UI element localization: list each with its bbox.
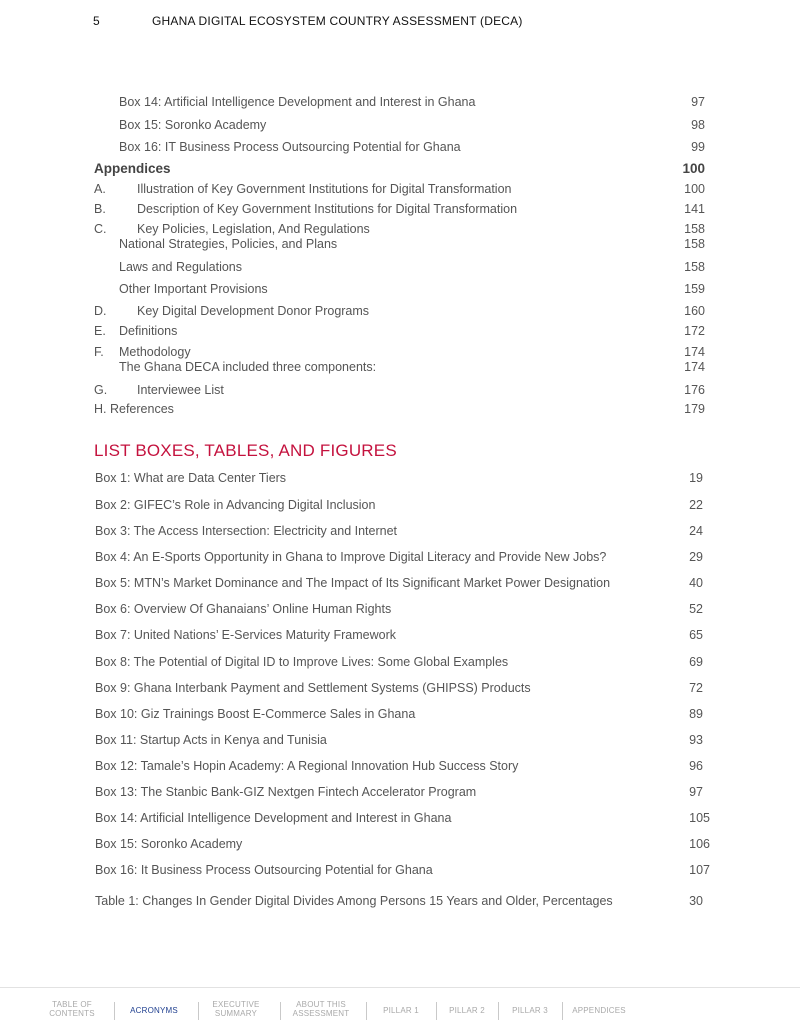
- toc-entry[interactable]: Key Policies, Legislation, And Regulations: [137, 222, 370, 236]
- list-item[interactable]: Box 2: GIFEC’s Role in Advancing Digital Inclusion: [95, 498, 376, 512]
- toc-letter: C.: [94, 222, 107, 236]
- list-page: 65: [689, 628, 703, 642]
- nav-label: PILLAR 1: [383, 1006, 419, 1015]
- toc-page: 141: [684, 202, 705, 216]
- toc-page: 97: [691, 95, 705, 109]
- toc-entry[interactable]: Laws and Regulations: [119, 260, 242, 274]
- list-page: 29: [689, 550, 703, 564]
- list-item[interactable]: Box 16: It Business Process Outsourcing Potential for Ghana: [95, 863, 433, 877]
- nav-separator: [498, 1002, 499, 1020]
- nav-label: SUMMARY: [214, 1009, 258, 1018]
- nav-label: APPENDICES: [572, 1006, 626, 1015]
- toc-entry[interactable]: National Strategies, Policies, and Plans: [119, 237, 338, 251]
- list-page: 93: [689, 733, 703, 747]
- nav-acronyms[interactable]: [122, 1006, 186, 1015]
- toc-entry[interactable]: Box 14: Artificial Intelligence Development and Interest in Ghana: [119, 95, 476, 109]
- nav-appendices[interactable]: [568, 1006, 630, 1015]
- nav-executive-summary[interactable]: [205, 1000, 267, 1018]
- list-page: 105: [689, 811, 710, 825]
- nav-separator: [114, 1002, 115, 1020]
- list-item[interactable]: Box 4: An E-Sports Opportunity in Ghana to Improve Digital Literacy and Provide New Jobs?: [95, 550, 607, 564]
- nav-separator: [436, 1002, 437, 1020]
- toc-entry[interactable]: Box 16: IT Business Process Outsourcing Potential for Ghana: [119, 140, 461, 154]
- toc-page: 100: [682, 161, 705, 176]
- list-item[interactable]: Box 13: The Stanbic Bank-GIZ Nextgen Fintech Accelerator Program: [95, 785, 477, 799]
- list-item[interactable]: Box 15: Soronko Academy: [95, 837, 243, 851]
- list-item[interactable]: Table 1: Changes In Gender Digital Divides Among Persons 15 Years and Older, Percentages: [95, 894, 613, 908]
- list-page: 52: [689, 602, 703, 616]
- list-page: 97: [689, 785, 703, 799]
- list-item[interactable]: Box 7: United Nations’ E-Services Maturity Framework: [95, 628, 397, 642]
- toc-letter: E.: [94, 324, 106, 338]
- toc-page: 159: [684, 282, 705, 296]
- nav-pillar-2[interactable]: [442, 1006, 492, 1015]
- list-item[interactable]: Box 1: What are Data Center Tiers: [95, 471, 287, 485]
- list-item[interactable]: Box 12: Tamale’s Hopin Academy: A Regional Innovation Hub Success Story: [95, 759, 519, 773]
- toc-page: 160: [684, 304, 705, 318]
- toc-page: 158: [684, 237, 705, 251]
- section-title: LIST BOXES, TABLES, AND FIGURES: [94, 441, 397, 460]
- toc-letter: F.: [94, 345, 104, 359]
- nav-label: ABOUT THIS: [296, 1000, 346, 1009]
- toc-page: 99: [691, 140, 705, 154]
- toc-page: 158: [684, 222, 705, 236]
- toc-entry[interactable]: Key Digital Development Donor Programs: [137, 304, 370, 318]
- list-page: 107: [689, 863, 710, 877]
- nav-about-this-assessment[interactable]: [288, 1000, 354, 1018]
- toc-entry[interactable]: Interviewee List: [137, 383, 224, 397]
- toc-page: 98: [691, 118, 705, 132]
- list-item[interactable]: Box 6: Overview Of Ghanaians’ Online Human Rights: [95, 602, 392, 616]
- nav-label: PILLAR 2: [449, 1006, 485, 1015]
- list-page: 40: [689, 576, 703, 590]
- running-header-title: GHANA DIGITAL ECOSYSTEM COUNTRY ASSESSMENT (DECA): [152, 14, 523, 28]
- toc-page: 174: [684, 360, 705, 374]
- list-page: 22: [689, 498, 703, 512]
- list-item[interactable]: Box 10: Giz Trainings Boost E-Commerce Sales in Ghana: [95, 707, 416, 721]
- list-item[interactable]: Box 9: Ghana Interbank Payment and Settlement Systems (GHIPSS) Products: [95, 681, 531, 695]
- footer-divider: [0, 987, 800, 988]
- nav-label: ACRONYMS: [130, 1006, 178, 1015]
- toc-entry[interactable]: Methodology: [119, 345, 191, 359]
- nav-separator: [366, 1002, 367, 1020]
- nav-pillar-1[interactable]: [374, 1006, 428, 1015]
- toc-letter: D.: [94, 304, 107, 318]
- nav-label: EXECUTIVE: [212, 1000, 260, 1009]
- toc-entry[interactable]: The Ghana DECA included three components:: [119, 360, 377, 374]
- toc-page: 174: [684, 345, 705, 359]
- toc-page: 158: [684, 260, 705, 274]
- toc-entry[interactable]: Box 15: Soronko Academy: [119, 118, 267, 132]
- nav-label: CONTENTS: [49, 1009, 95, 1018]
- toc-letter: B.: [94, 202, 106, 216]
- toc-entry[interactable]: Definitions: [119, 324, 178, 338]
- nav-pillar-3[interactable]: [504, 1006, 556, 1015]
- list-page: 106: [689, 837, 710, 851]
- toc-letter: A.: [94, 182, 106, 196]
- toc-letter: G.: [94, 383, 108, 397]
- list-item[interactable]: Box 3: The Access Intersection: Electricity and Internet: [95, 524, 398, 538]
- toc-entry[interactable]: Other Important Provisions: [119, 282, 268, 296]
- nav-label: TABLE OF: [52, 1000, 92, 1009]
- nav-separator: [562, 1002, 563, 1020]
- list-item[interactable]: Box 8: The Potential of Digital ID to Improve Lives: Some Global Examples: [95, 655, 509, 669]
- list-page: 89: [689, 707, 703, 721]
- list-page: 30: [689, 894, 703, 908]
- list-page: 69: [689, 655, 703, 669]
- toc-entry[interactable]: Illustration of Key Government Institutions for Digital Transformation: [137, 182, 512, 196]
- nav-separator: [280, 1002, 281, 1020]
- toc-entry-appendices[interactable]: Appendices: [94, 161, 171, 176]
- list-page: 72: [689, 681, 703, 695]
- toc-page: 176: [684, 383, 705, 397]
- list-page: 96: [689, 759, 703, 773]
- page-number: 5: [93, 14, 100, 28]
- toc-entry[interactable]: H. References: [94, 402, 174, 416]
- toc-page: 100: [684, 182, 705, 196]
- toc-entry[interactable]: Description of Key Government Institutions for Digital Transformation: [137, 202, 518, 216]
- list-page: 24: [689, 524, 703, 538]
- list-item[interactable]: Box 5: MTN’s Market Dominance and The Impact of Its Significant Market Power Designation: [95, 576, 611, 590]
- nav-label: ASSESSMENT: [292, 1009, 350, 1018]
- toc-page: 179: [684, 402, 705, 416]
- list-item[interactable]: Box 11: Startup Acts in Kenya and Tunisia: [95, 733, 327, 747]
- nav-separator: [198, 1002, 199, 1020]
- nav-table-of-contents[interactable]: [40, 1000, 104, 1018]
- toc-page: 172: [684, 324, 705, 338]
- list-page: 19: [689, 471, 703, 485]
- list-item[interactable]: Box 14: Artificial Intelligence Development and Interest in Ghana: [95, 811, 452, 825]
- nav-label: PILLAR 3: [512, 1006, 548, 1015]
